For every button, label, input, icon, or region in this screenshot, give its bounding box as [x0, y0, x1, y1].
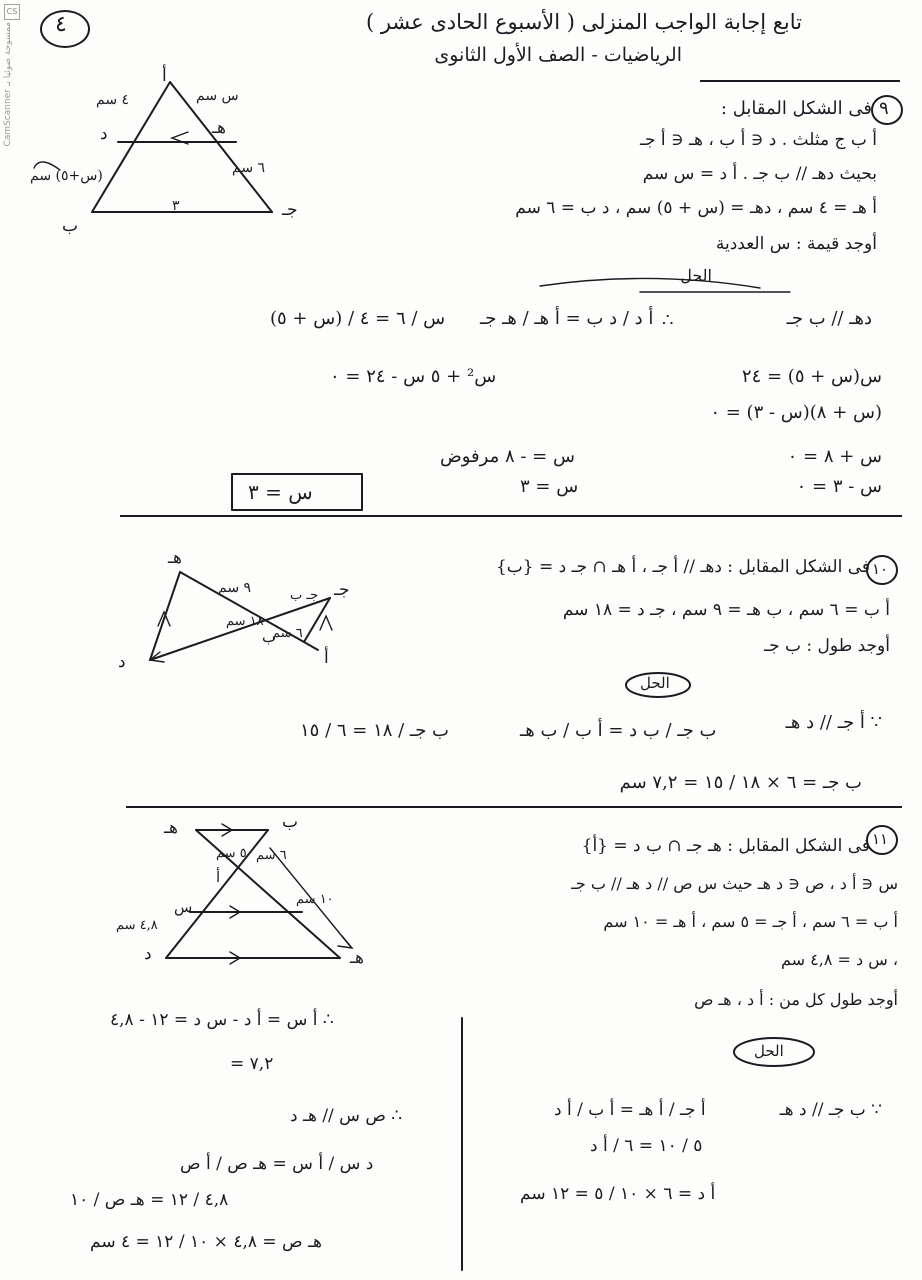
fig10-label-cb: جـ ب — [290, 588, 319, 603]
problem9-solution-label: الحل — [680, 266, 712, 285]
segment-ac — [304, 598, 330, 642]
fig9-label-bc: ٣ — [172, 198, 180, 214]
problem9-number: ٩ — [879, 98, 889, 119]
problem11-step3: ٥ / ١٠ = ٦ / أ د — [590, 1136, 703, 1156]
problem9-step8a: س - ٣ = ٠ — [796, 476, 882, 497]
problem10-title: فى الشكل المقابل : دهـ // أ جـ ، أ هـ ∩ جـ د = {ب} — [495, 557, 870, 577]
problem11-left-line4: د س / أ س = هـ ص / أ ص — [180, 1154, 374, 1174]
header-rule — [700, 80, 900, 82]
problem11-solution-label: الحل — [754, 1042, 784, 1060]
problem9-required: أوجد قيمة : س العددية — [715, 234, 877, 254]
problem9-step7a: س + ٨ = ٠ — [787, 446, 882, 467]
fig11-label-ac: ٥ سم — [216, 846, 247, 861]
parallel-arrow-icon-2 — [320, 616, 332, 630]
fig11-label-ae: ١٠ سم — [296, 892, 334, 907]
problem9-given2: بحيث دهـ // ب جـ . أ د = س سم — [642, 164, 877, 184]
fig9-label-ad: ٤ سم — [96, 92, 130, 108]
problem10-step3: ب جـ / ١٨ = ٦ / ١٥ — [300, 720, 449, 741]
problem9-step1: دهـ // ب جـ — [786, 308, 872, 329]
problem11-given1: س ∈ أ د ، ص ∈ د هـ حيث س ص // د هـ // ب جـ — [571, 874, 898, 893]
problem9-answer: س = ٣ — [248, 480, 313, 504]
problem9-step8b: س = ٣ — [520, 476, 579, 497]
problem11-left-line2: = ٧,٢ — [230, 1054, 274, 1074]
problem10-solution-label: الحل — [640, 674, 670, 692]
problem11-left-line5: ٤,٨ / ١٢ = هـ ص / ١٠ — [70, 1190, 229, 1210]
problem11-title: فى الشكل المقابل : هـ جـ ∩ ب د = {أ} — [581, 836, 870, 856]
problem10-step2: ب جـ / ب د = أ ب / ب هـ — [520, 720, 717, 741]
fig9-label-e: هـ — [212, 118, 226, 138]
fig10-label-be: ٩ سم — [218, 580, 252, 596]
problem10-number: ١٠ — [872, 560, 889, 578]
problem9-step2: أ د / د ب = أ هـ / هـ جـ — [480, 308, 654, 329]
problem9-step6: (س + ٨)(س - ٣) = ٠ — [710, 402, 882, 423]
divider-1 — [120, 515, 902, 517]
divider-2 — [126, 806, 902, 808]
fig10-label-b: ب — [262, 628, 277, 646]
fig9-label-ae: س سم — [196, 88, 239, 104]
fig10-label-ab: ٦ سم — [272, 626, 303, 641]
fig10-label-cd: ١٨ سم — [226, 614, 264, 629]
fig11-label-e: هـ — [164, 818, 178, 838]
segment-dc — [150, 598, 330, 660]
fig9-label-b: ب — [62, 216, 79, 236]
scanner-watermark: CamScanner ممسوحة ضوئيا بـ — [3, 22, 13, 147]
problem11-given2: أ ب = ٦ سم ، أ جـ = ٥ سم ، أ هـ = ١٠ سم — [603, 912, 898, 931]
problem11-left-line6: هـ ص = ٤,٨ × ١٠ / ١٢ = ٤ سم — [90, 1232, 322, 1252]
problem9-given3: أ هـ = ٤ سم ، دهـ = (س + ٥) سم ، د ب = ٦ سم — [515, 198, 877, 218]
problem10-step4: ب جـ = ٦ × ١٨ / ١٥ = ٧,٢ سم — [619, 772, 862, 793]
page-number: ٤ — [55, 12, 67, 37]
fig11-label-xd: ٤,٨ سم — [116, 918, 158, 933]
fig11-label-d: د — [144, 944, 152, 964]
fig11-label-h: هـ — [350, 948, 364, 968]
problem10-step1: ∵ أ جـ // د هـ — [785, 712, 882, 733]
fig9-label-d: د — [100, 124, 108, 144]
problem9-therefore: ∴ — [662, 310, 674, 331]
problem11-given3: ، س د = ٤,٨ سم — [781, 950, 898, 969]
fig9-label-ec: ٦ سم — [232, 160, 266, 176]
parallel-arrow-icon — [172, 132, 188, 144]
parallel-arrow-icon-1 — [222, 824, 232, 836]
camscanner-logo: CS — [4, 4, 20, 20]
fig11-label-b: ب — [282, 812, 299, 832]
problem11-left-line3: ∴ ص س // هـ د — [290, 1106, 403, 1126]
problem9-step4: س(س + ٥) = ٢٤ — [741, 366, 882, 387]
fig9-label-c: جـ — [282, 200, 298, 220]
fig11-label-ab: ٦ سم — [256, 848, 287, 863]
segment-ed — [150, 572, 180, 660]
problem9-step7b: س = - ٨ مرفوض — [440, 446, 575, 467]
problem11-number: ١١ — [872, 830, 889, 848]
fig9-label-db: (س+٥) سم — [30, 168, 103, 184]
problem10-required: أوجد طول : ب جـ — [764, 636, 890, 656]
fig10-label-d: د — [118, 652, 126, 672]
problem10-given: أ ب = ٦ سم ، ب هـ = ٩ سم ، جـ د = ١٨ سم — [562, 600, 890, 620]
problem11-required: أوجد طول كل من : أ د ، هـ ص — [694, 990, 898, 1009]
parallel-arrow-icon-3 — [230, 952, 240, 964]
problem9-step3: س / ٦ = ٤ / (س + ٥) — [270, 308, 446, 329]
fig9-label-a: أ — [162, 66, 167, 86]
header-title-line2: الرياضيات - الصف الأول الثانوى — [434, 44, 682, 66]
fig11-label-x: س — [174, 898, 193, 916]
problem11-left-line1: ∴ أ س = أ د - س د = ١٢ - ٤,٨ — [110, 1010, 334, 1030]
fig10-label-e: هـ — [168, 548, 182, 568]
problem9-given1: أ ب ج مثلث . د ∈ أ ب ، هـ ∈ أ جـ — [639, 130, 877, 150]
parallel-arrow-icon-2 — [230, 906, 240, 918]
problem11-step4: أ د = ٦ × ١٠ / ٥ = ١٢ سم — [520, 1184, 716, 1204]
problem11-step2: أ جـ / أ هـ = أ ب / أ د — [554, 1100, 706, 1120]
fig11-label-a: أ — [216, 868, 221, 886]
problem11-step1: ∵ ب جـ // د هـ — [779, 1100, 882, 1120]
parallel-arrow-icon-1 — [158, 612, 170, 626]
header-title-line1: تابع إجابة الواجب المنزلى ( الأسبوع الحادى عشر ) — [365, 10, 802, 34]
problem9-title: فى الشكل المقابل : — [720, 98, 872, 119]
fig10-label-a: أ — [324, 648, 329, 668]
problem9-step5: س² + ٥ س - ٢٤ = ٠ — [330, 366, 497, 387]
fig10-label-c: جـ — [334, 580, 350, 600]
